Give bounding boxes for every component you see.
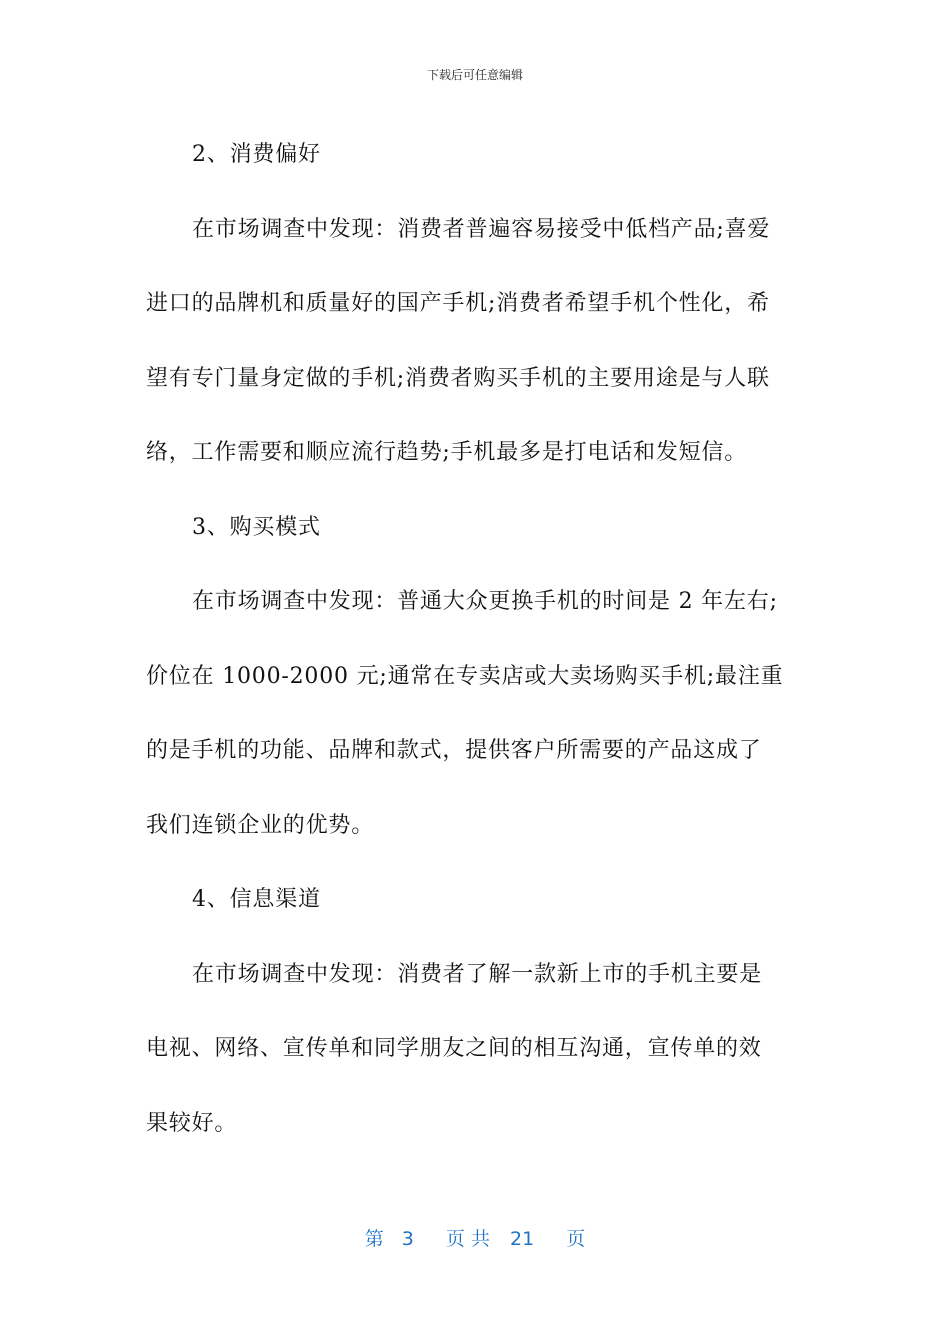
paragraph-line: 望有专门量身定做的手机;消费者购买手机的主要用途是与人联 — [146, 365, 770, 391]
section-heading-purchase-mode: 3、购买模式 — [192, 514, 321, 540]
paragraph-line: 进口的品牌机和质量好的国产手机;消费者希望手机个性化，希 — [146, 291, 770, 316]
document-body — [146, 118, 806, 1161]
paragraph-line: 在市场调查中发现：消费者了解一款新上市的手机主要是 — [192, 961, 763, 987]
paragraph-line: 在市场调查中发现：普通大众更换手机的时间是 2 年左右; — [192, 589, 778, 614]
paragraph-line: 络，工作需要和顺应流行趋势;手机最多是打电话和发短信。 — [146, 440, 748, 465]
section-heading-information-channels: 4、信息渠道 — [192, 887, 321, 912]
paragraph-line: 在市场调查中发现：消费者普遍容易接受中低档产品;喜爱 — [192, 216, 771, 242]
paragraph-line: 电视、网络、宣传单和同学朋友之间的相互沟通，宣传单的效 — [146, 1036, 762, 1061]
page-header-note: 下载后可任意编辑 — [426, 68, 523, 82]
page-prefix: 第 — [364, 1228, 384, 1250]
section-heading-consumer-preference: 2、消费偏好 — [192, 142, 321, 167]
paragraph-line: 果较好。 — [146, 1110, 238, 1136]
page-suffix: 页 — [566, 1228, 586, 1250]
page-number: 3 — [401, 1228, 414, 1250]
paragraph-line: 价位在 1000-2000 元;通常在专卖店或大卖场购买手机;最注重 — [146, 663, 784, 689]
page-mid: 页 共 — [445, 1228, 490, 1250]
paragraph-line: 的是手机的功能、品牌和款式，提供客户所需要的产品这成了 — [146, 738, 762, 763]
total-pages: 21 — [510, 1228, 535, 1250]
page-footer — [0, 1224, 950, 1251]
paragraph-line: 我们连锁企业的优势。 — [146, 812, 375, 838]
